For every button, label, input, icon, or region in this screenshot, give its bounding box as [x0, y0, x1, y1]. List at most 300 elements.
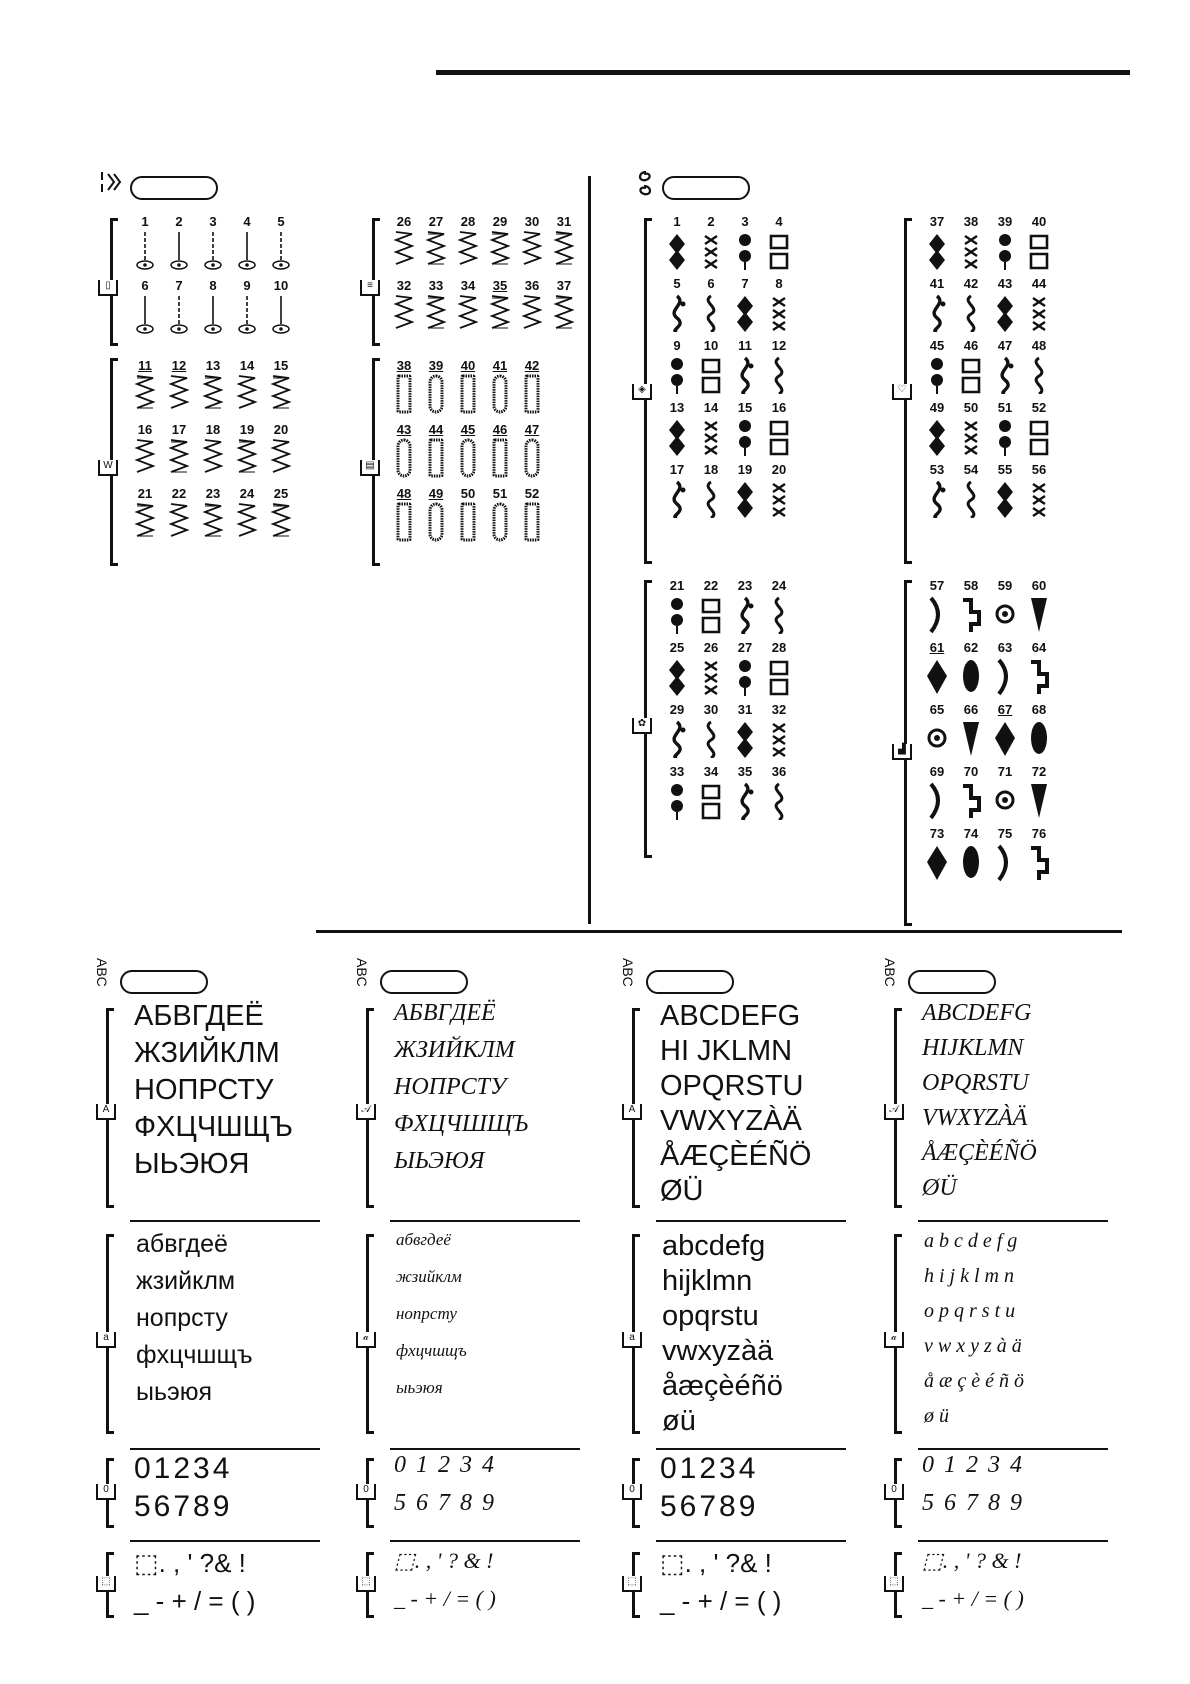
stitch-pattern — [694, 214, 728, 270]
stitch-pattern — [516, 422, 548, 478]
stitch-pattern — [920, 578, 954, 634]
stitch-number: 44 — [1031, 276, 1047, 291]
stitch-number: 2 — [175, 214, 183, 229]
stitch-pattern — [762, 640, 796, 696]
stitch-glyph-icon — [959, 842, 983, 882]
stitch-glyph-icon — [392, 294, 416, 334]
stitch-number: 51 — [997, 400, 1013, 415]
font-uppercase-line: ABCDEFG — [660, 1000, 801, 1032]
stitch-glyph-icon — [699, 416, 723, 456]
stitch-pattern — [264, 486, 298, 542]
stitch-glyph-icon — [133, 374, 157, 414]
stitch-number: 33 — [428, 278, 444, 293]
stitch-pattern — [388, 486, 420, 542]
stitch-glyph-icon — [993, 780, 1017, 820]
stitch-glyph-icon — [699, 780, 723, 820]
stitch-pattern — [162, 422, 196, 478]
stitch-glyph-icon — [1027, 718, 1051, 758]
stitch-pattern — [162, 214, 196, 270]
stitch-number: 70 — [963, 764, 979, 779]
stitch-number: 11 — [138, 358, 152, 373]
stitch-glyph-icon — [767, 230, 791, 270]
stitch-glyph-icon — [167, 502, 191, 542]
abc-mode-label: ABC — [354, 958, 370, 987]
stitch-glyph-icon — [767, 656, 791, 696]
pocket-icon: ✿ — [632, 718, 652, 734]
stitch-glyph-icon — [767, 354, 791, 394]
stitch-number: 36 — [524, 278, 540, 293]
stitch-pattern — [728, 702, 762, 758]
stitch-number: 20 — [273, 422, 289, 437]
stitch-number: 22 — [703, 578, 719, 593]
stitch-number: 4 — [243, 214, 251, 229]
stitch-glyph-icon — [1027, 416, 1051, 456]
stitch-number: 17 — [171, 422, 187, 437]
pocket-icon: 0 — [96, 1484, 116, 1500]
pocket-icon: 𝒶 — [884, 1332, 904, 1348]
stitch-number: 53 — [929, 462, 945, 477]
stitch-pattern — [694, 702, 728, 758]
stitch-number: 75 — [997, 826, 1013, 841]
stitch-number: 19 — [737, 462, 753, 477]
pocket-icon: ⬚ — [622, 1576, 642, 1592]
font-uppercase-line: ØÜ — [922, 1175, 957, 1201]
stitch-glyph-icon — [993, 230, 1017, 270]
stitch-pattern — [420, 422, 452, 478]
stitch-glyph-icon — [520, 294, 544, 334]
stitch-pattern — [420, 278, 452, 334]
stitch-pattern — [728, 214, 762, 270]
font-lowercase-line: абвгдеё — [396, 1230, 451, 1249]
stitch-pattern — [988, 214, 1022, 270]
stitch-glyph-icon — [699, 230, 723, 270]
stitch-pattern — [954, 826, 988, 882]
decorative-grid-b — [660, 578, 796, 820]
stitch-number: 30 — [524, 214, 540, 229]
column-divider — [588, 176, 591, 924]
stitch-pattern — [728, 462, 762, 518]
pocket-icon: 0 — [622, 1484, 642, 1500]
stitch-pattern — [920, 462, 954, 518]
row-separator — [656, 1540, 846, 1542]
stitch-pattern — [264, 214, 298, 270]
pattern-display-pill — [120, 970, 208, 994]
stitch-number: 14 — [703, 400, 719, 415]
stitch-glyph-icon — [392, 438, 416, 478]
font-lowercase-line: нопрсту — [136, 1304, 228, 1332]
stitch-glyph-icon — [665, 292, 689, 332]
pocket-icon: ♡ — [892, 384, 912, 400]
pocket-icon: A — [622, 1104, 642, 1120]
font-digits-line: 0 1 2 3 4 — [394, 1452, 496, 1478]
utility-grid-a — [128, 214, 298, 334]
font-uppercase-line: АБВГДЕЁ — [134, 1000, 264, 1032]
stitch-number: 12 — [171, 358, 187, 373]
stitch-glyph-icon — [993, 656, 1017, 696]
stitch-pattern — [1022, 276, 1056, 332]
font-digits-line: 01234 — [134, 1452, 233, 1485]
font-lowercase-line: ыьэюя — [396, 1378, 443, 1397]
stitch-glyph-icon — [1027, 594, 1051, 634]
stitch-number: 59 — [997, 578, 1013, 593]
stitch-pattern — [230, 486, 264, 542]
stitch-pattern — [954, 338, 988, 394]
stitch-number: 15 — [737, 400, 753, 415]
stitch-number: 29 — [669, 702, 685, 717]
stitch-pattern — [988, 826, 1022, 882]
stitch-pattern — [1022, 400, 1056, 456]
stitch-glyph-icon — [201, 438, 225, 478]
font-symbols-line: ⬚. , ' ? & ! — [394, 1548, 494, 1573]
stitch-glyph-icon — [269, 294, 293, 334]
stitch-pattern — [762, 214, 796, 270]
stitch-number: 10 — [703, 338, 719, 353]
stitch-pattern — [1022, 338, 1056, 394]
stitch-number: 46 — [963, 338, 979, 353]
stitch-number: 24 — [239, 486, 255, 501]
stitch-number: 55 — [997, 462, 1013, 477]
stitch-number: 15 — [273, 358, 289, 373]
font-lowercase-line: åæçèéñö — [662, 1370, 783, 1402]
font-lowercase-line: opqrstu — [662, 1300, 759, 1332]
row-separator — [390, 1540, 580, 1542]
stitch-glyph-icon — [699, 594, 723, 634]
pocket-icon: 𝒜 — [884, 1104, 904, 1120]
stitch-pattern — [988, 462, 1022, 518]
stitch-glyph-icon — [767, 718, 791, 758]
stitch-pattern — [196, 358, 230, 414]
font-lowercase-line: жзийклм — [136, 1267, 236, 1295]
stitch-pattern — [388, 214, 420, 270]
stitch-number: 39 — [997, 214, 1013, 229]
stitch-glyph-icon — [925, 230, 949, 270]
stitch-glyph-icon — [733, 230, 757, 270]
stitch-pattern — [420, 358, 452, 414]
stitch-pattern — [762, 702, 796, 758]
stitch-number: 47 — [997, 338, 1013, 353]
stitch-glyph-icon — [167, 374, 191, 414]
stitch-pattern — [548, 278, 580, 334]
stitch-number: 9 — [243, 278, 251, 293]
stitch-glyph-icon — [133, 502, 157, 542]
stitch-number: 5 — [277, 214, 285, 229]
stitch-pattern — [484, 486, 516, 542]
stitch-glyph-icon — [167, 294, 191, 334]
stitch-glyph-icon — [665, 354, 689, 394]
section-divider — [316, 930, 1122, 933]
stitch-number: 46 — [492, 422, 508, 437]
stitch-pattern — [694, 764, 728, 820]
stitch-pattern — [988, 338, 1022, 394]
font-digits-line: 56789 — [660, 1490, 759, 1523]
pocket-icon: ⬚ — [356, 1576, 376, 1592]
font-uppercase-line: VWXYZÀÄ — [660, 1105, 802, 1137]
stitch-glyph-icon — [993, 478, 1017, 518]
stitch-glyph-icon — [733, 478, 757, 518]
buttonhole-grid-b — [388, 358, 548, 542]
stitch-number: 48 — [396, 486, 412, 501]
stitch-pattern — [920, 640, 954, 696]
stitch-pattern — [230, 214, 264, 270]
font-lowercase-line: фхцчшщъ — [396, 1341, 467, 1360]
stitch-pattern — [516, 358, 548, 414]
pocket-icon: ▯ — [98, 280, 118, 296]
stitch-number: 26 — [703, 640, 719, 655]
stitch-number: 65 — [929, 702, 945, 717]
stitch-glyph-icon — [424, 438, 448, 478]
font-uppercase-line: HI JKLMN — [660, 1035, 793, 1067]
font-lowercase-line: h i j k l m n — [924, 1265, 1014, 1287]
stitch-pattern — [762, 276, 796, 332]
stitch-pattern — [388, 278, 420, 334]
pattern-display-pill — [646, 970, 734, 994]
stitch-glyph-icon — [201, 374, 225, 414]
stitch-pattern — [1022, 764, 1056, 820]
pocket-icon: W — [98, 460, 118, 476]
stitch-number: 33 — [669, 764, 685, 779]
stitch-number: 56 — [1031, 462, 1047, 477]
stitch-glyph-icon — [733, 718, 757, 758]
stitch-number: 11 — [738, 338, 752, 353]
stitch-glyph-icon — [733, 354, 757, 394]
stitch-pattern — [420, 214, 452, 270]
font-uppercase-line: OPQRSTU — [660, 1070, 804, 1102]
stitch-number: 17 — [669, 462, 685, 477]
stitch-glyph-icon — [925, 292, 949, 332]
stitch-glyph-icon — [201, 502, 225, 542]
stitch-pattern — [728, 578, 762, 634]
stitch-glyph-icon — [993, 416, 1017, 456]
utility-grid-b — [128, 358, 298, 542]
stitch-pattern — [196, 422, 230, 478]
stitch-glyph-icon — [392, 230, 416, 270]
stitch-number: 37 — [556, 278, 572, 293]
stitch-number: 7 — [741, 276, 749, 291]
stitch-glyph-icon — [959, 230, 983, 270]
font-lowercase-line: v w x y z à ä — [924, 1335, 1022, 1357]
stitch-glyph-icon — [456, 374, 480, 414]
stitch-pattern — [954, 276, 988, 332]
stitch-number: 34 — [703, 764, 719, 779]
pocket-icon: ▤ — [360, 460, 380, 476]
stitch-glyph-icon — [699, 292, 723, 332]
stitch-glyph-icon — [959, 354, 983, 394]
font-lowercase-line: øü — [662, 1405, 696, 1437]
stitch-glyph-icon — [959, 292, 983, 332]
stitch-pattern — [954, 578, 988, 634]
stitch-number: 18 — [703, 462, 719, 477]
stitch-number: 16 — [137, 422, 153, 437]
stitch-pattern — [920, 338, 954, 394]
stitch-pattern — [128, 486, 162, 542]
pocket-icon: 𝒶 — [356, 1332, 376, 1348]
stitch-pattern — [954, 764, 988, 820]
stitch-glyph-icon — [424, 230, 448, 270]
stitch-glyph-icon — [456, 502, 480, 542]
stitch-number: 13 — [669, 400, 685, 415]
font-lowercase-line: абвгдеё — [136, 1230, 228, 1258]
stitch-number: 31 — [556, 214, 572, 229]
font-digits-line: 56789 — [134, 1490, 233, 1523]
stitch-number: 58 — [963, 578, 979, 593]
stitch-pattern — [694, 640, 728, 696]
stitch-pattern — [1022, 214, 1056, 270]
stitch-pattern — [988, 400, 1022, 456]
stitch-number: 25 — [273, 486, 289, 501]
stitch-pattern — [762, 400, 796, 456]
stitch-glyph-icon — [456, 230, 480, 270]
stitch-pattern — [728, 400, 762, 456]
row-separator — [390, 1220, 580, 1222]
stitch-number: 39 — [428, 358, 444, 373]
stitch-glyph-icon — [925, 780, 949, 820]
stitch-number: 40 — [1031, 214, 1047, 229]
stitch-glyph-icon — [925, 842, 949, 882]
pocket-icon: 𝒜 — [356, 1104, 376, 1120]
stitch-pattern — [728, 764, 762, 820]
stitch-number: 10 — [273, 278, 289, 293]
stitch-glyph-icon — [733, 780, 757, 820]
stitch-pattern — [954, 400, 988, 456]
font-uppercase-line: ØÜ — [660, 1175, 704, 1207]
stitch-glyph-icon — [235, 294, 259, 334]
stitch-glyph-icon — [520, 438, 544, 478]
stitch-number: 73 — [929, 826, 945, 841]
pattern-display-pill — [662, 176, 750, 200]
font-symbols-line: _ - + / = ( ) — [394, 1586, 496, 1611]
stitch-number: 49 — [929, 400, 945, 415]
stitch-pattern — [196, 214, 230, 270]
stitch-glyph-icon — [1027, 292, 1051, 332]
stitch-glyph-icon — [699, 354, 723, 394]
pocket-icon: a — [96, 1332, 116, 1348]
stitch-pattern — [196, 278, 230, 334]
stitch-glyph-icon — [665, 656, 689, 696]
font-lowercase-line: нопрсту — [396, 1304, 457, 1323]
stitch-number: 6 — [141, 278, 149, 293]
stitch-pattern — [762, 764, 796, 820]
stitch-number: 36 — [771, 764, 787, 779]
font-uppercase-line: ФХЦЧШЩЪ — [134, 1111, 293, 1143]
stitch-pattern — [1022, 578, 1056, 634]
stitch-pattern — [988, 702, 1022, 758]
font-uppercase-line: ABCDEFG — [922, 1000, 1032, 1026]
font-uppercase-line: VWXYZÀÄ — [922, 1105, 1028, 1131]
stitch-number: 20 — [771, 462, 787, 477]
stitch-pattern — [230, 422, 264, 478]
stitch-pattern — [230, 358, 264, 414]
stitch-pattern — [128, 422, 162, 478]
font-uppercase-line: НОПРСТУ — [134, 1074, 274, 1106]
stitch-pattern — [660, 702, 694, 758]
stitch-glyph-icon — [392, 502, 416, 542]
stitch-pattern — [954, 702, 988, 758]
stitch-glyph-icon — [488, 374, 512, 414]
stitch-number: 4 — [775, 214, 783, 229]
stitch-pattern — [660, 400, 694, 456]
font-uppercase-line: ЫЬЭЮЯ — [394, 1148, 485, 1174]
stitch-glyph-icon — [552, 230, 576, 270]
decorative-mode-icon — [634, 168, 656, 200]
font-uppercase-line: ÅÆÇÈÉÑÖ — [922, 1140, 1037, 1166]
stitch-number: 42 — [963, 276, 979, 291]
stitch-number: 72 — [1031, 764, 1047, 779]
decorative-grid-d — [920, 578, 1056, 882]
pattern-display-pill — [908, 970, 996, 994]
stitch-glyph-icon — [665, 230, 689, 270]
stitch-number: 63 — [997, 640, 1013, 655]
row-separator — [918, 1220, 1108, 1222]
stitch-pattern — [920, 702, 954, 758]
stitch-number: 16 — [771, 400, 787, 415]
font-uppercase-line: HIJKLMN — [922, 1035, 1024, 1061]
stitch-pattern — [920, 214, 954, 270]
row-separator — [656, 1448, 846, 1450]
stitch-pattern — [452, 214, 484, 270]
stitch-pattern — [954, 214, 988, 270]
row-separator — [390, 1448, 580, 1450]
stitch-glyph-icon — [269, 502, 293, 542]
stitch-number: 60 — [1031, 578, 1047, 593]
stitch-number: 41 — [929, 276, 945, 291]
stitch-number: 1 — [141, 214, 149, 229]
stitch-number: 23 — [205, 486, 221, 501]
stitch-pattern — [660, 214, 694, 270]
abc-mode-label: ABC — [882, 958, 898, 987]
font-digits-line: 5 6 7 8 9 — [394, 1490, 496, 1516]
row-separator — [656, 1220, 846, 1222]
stitch-number: 49 — [428, 486, 444, 501]
stitch-pattern — [162, 278, 196, 334]
stitch-pattern — [728, 276, 762, 332]
stitch-glyph-icon — [235, 438, 259, 478]
stitch-pattern — [920, 826, 954, 882]
stitch-pattern — [694, 462, 728, 518]
stitch-number: 2 — [707, 214, 715, 229]
stitch-glyph-icon — [424, 374, 448, 414]
stitch-glyph-icon — [665, 594, 689, 634]
row-separator — [918, 1448, 1108, 1450]
stitch-number: 64 — [1031, 640, 1047, 655]
stitch-number: 27 — [428, 214, 444, 229]
stitch-pattern — [484, 358, 516, 414]
stitch-number: 25 — [669, 640, 685, 655]
stitch-number: 13 — [205, 358, 221, 373]
stitch-number: 26 — [396, 214, 412, 229]
font-lowercase-line: жзийклм — [396, 1267, 462, 1286]
stitch-glyph-icon — [133, 230, 157, 270]
stitch-pattern — [988, 764, 1022, 820]
stitch-pattern — [920, 400, 954, 456]
font-symbols-line: _ - + / = ( ) — [922, 1586, 1024, 1611]
font-lowercase-line: vwxyzàä — [662, 1335, 774, 1367]
stitch-number: 32 — [771, 702, 787, 717]
stitch-number: 1 — [673, 214, 681, 229]
stitch-number: 67 — [997, 702, 1013, 717]
stitch-number: 48 — [1031, 338, 1047, 353]
stitch-glyph-icon — [699, 656, 723, 696]
pocket-icon: ▟ — [892, 744, 912, 760]
stitch-glyph-icon — [767, 292, 791, 332]
stitch-number: 74 — [963, 826, 979, 841]
stitch-pattern — [728, 640, 762, 696]
stitch-glyph-icon — [201, 230, 225, 270]
font-uppercase-line: ЫЬЭЮЯ — [134, 1148, 250, 1180]
stitch-pattern — [762, 462, 796, 518]
stitch-glyph-icon — [959, 656, 983, 696]
stitch-pattern — [420, 486, 452, 542]
stitch-number: 38 — [396, 358, 412, 373]
